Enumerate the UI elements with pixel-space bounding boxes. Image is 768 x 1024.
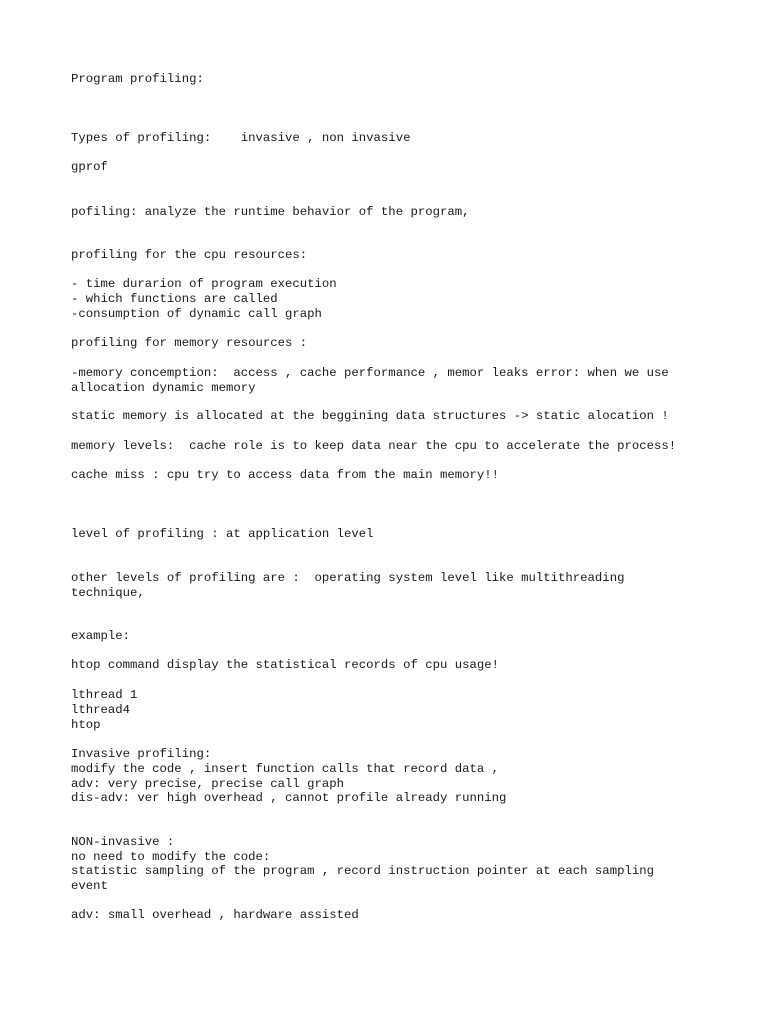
text-line: -memory concemption: access , cache performance , memor leaks error: when we use — [71, 366, 669, 380]
text-line: allocation dynamic memory — [71, 381, 256, 395]
text-line: profiling for the cpu resources: — [71, 248, 308, 262]
text-line: lthread4 — [71, 703, 131, 717]
text-line: adv: very precise, precise call graph — [71, 777, 345, 791]
text-line: lthread 1 — [71, 688, 138, 702]
text-line: static memory is allocated at the beggining data structures -> static alocation ! — [71, 409, 669, 423]
document-title: Program profiling: — [71, 72, 204, 86]
text-line: adv: small overhead , hardware assisted — [71, 908, 359, 922]
text-line: technique, — [71, 586, 145, 600]
text-line: other levels of profiling are : operating system level like multithreading — [71, 571, 625, 585]
text-line: NON-invasive : — [71, 835, 175, 849]
text-line: example: — [71, 629, 131, 643]
text-line: htop — [71, 718, 101, 732]
text-line: - time durarion of program execution — [71, 277, 337, 291]
text-line: Types of profiling: invasive , non invasive — [71, 131, 411, 145]
text-line: -consumption of dynamic call graph — [71, 307, 322, 321]
text-line: memory levels: cache role is to keep data near the cpu to accelerate the process! — [71, 439, 677, 453]
text-line: pofiling: analyze the runtime behavior of the program, — [71, 205, 470, 219]
text-line: no need to modify the code: — [71, 850, 271, 864]
text-line: - which functions are called — [71, 292, 278, 306]
text-line: dis-adv: ver high overhead , cannot profile already running — [71, 791, 507, 805]
text-line: statistic sampling of the program , record instruction pointer at each sampling — [71, 864, 654, 878]
text-line: Invasive profiling: — [71, 747, 212, 761]
text-line: event — [71, 879, 108, 893]
text-line: htop command display the statistical records of cpu usage! — [71, 658, 500, 672]
text-line: modify the code , insert function calls that record data , — [71, 762, 500, 776]
text-line: level of profiling : at application level — [71, 527, 374, 541]
text-line: gprof — [71, 160, 108, 174]
text-line: profiling for memory resources : — [71, 336, 308, 350]
text-line: cache miss : cpu try to access data from the main memory!! — [71, 468, 500, 482]
